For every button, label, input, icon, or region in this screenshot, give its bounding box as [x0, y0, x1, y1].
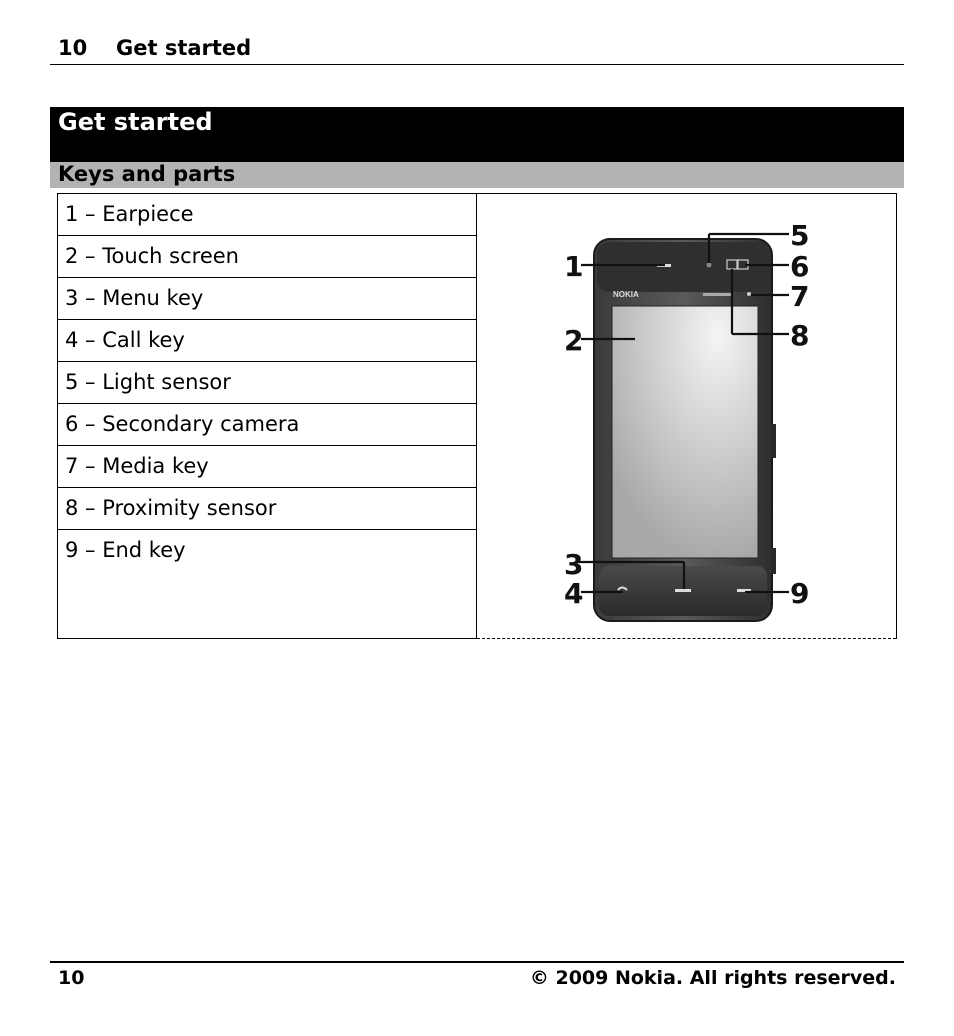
part-row-1: 1 – Earpiece [58, 194, 476, 236]
menu-key [675, 589, 691, 592]
callout-3: 3 [564, 548, 584, 581]
callout-1: 1 [564, 250, 584, 283]
phone-figure-cell [477, 193, 897, 639]
media-key-label [703, 293, 733, 296]
media-key [747, 292, 751, 296]
parts-table [57, 193, 897, 639]
chapter-title: Get started [58, 108, 213, 136]
section-title: Keys and parts [58, 162, 236, 186]
part-row-3: 3 – Menu key [58, 278, 476, 320]
touch-screen [612, 306, 758, 558]
header-section-title: Get started [116, 36, 252, 60]
header-page-number: 10 [58, 36, 88, 60]
part-row-2: 2 – Touch screen [58, 236, 476, 278]
phone-diagram [477, 194, 897, 640]
part-row-5: 5 – Light sensor [58, 362, 476, 404]
section-title-bar [50, 162, 904, 188]
part-row-8: 8 – Proximity sensor [58, 488, 476, 530]
brand-logo: NOKIA [613, 290, 639, 299]
callout-5: 5 [790, 219, 810, 252]
page-footer [50, 961, 904, 993]
running-header [50, 36, 904, 65]
callout-2: 2 [564, 324, 584, 357]
light-sensor [707, 263, 712, 268]
side-button [771, 424, 776, 458]
side-button-lower [771, 548, 776, 574]
callout-6: 6 [790, 250, 810, 283]
figure-bottom-border [477, 638, 896, 639]
footer-page-number: 10 [58, 967, 85, 989]
parts-list [57, 193, 477, 639]
phone-top-bezel [597, 242, 769, 292]
part-row-6: 6 – Secondary camera [58, 404, 476, 446]
part-row-7: 7 – Media key [58, 446, 476, 488]
callout-4: 4 [564, 577, 584, 610]
part-row-9: 9 – End key [65, 538, 186, 562]
callout-8: 8 [790, 319, 810, 352]
part-row-4: 4 – Call key [58, 320, 476, 362]
footer-copyright: © 2009 Nokia. All rights reserved. [529, 967, 896, 989]
chapter-title-bar [50, 107, 904, 162]
callout-7: 7 [790, 280, 810, 313]
callout-9: 9 [790, 577, 810, 610]
